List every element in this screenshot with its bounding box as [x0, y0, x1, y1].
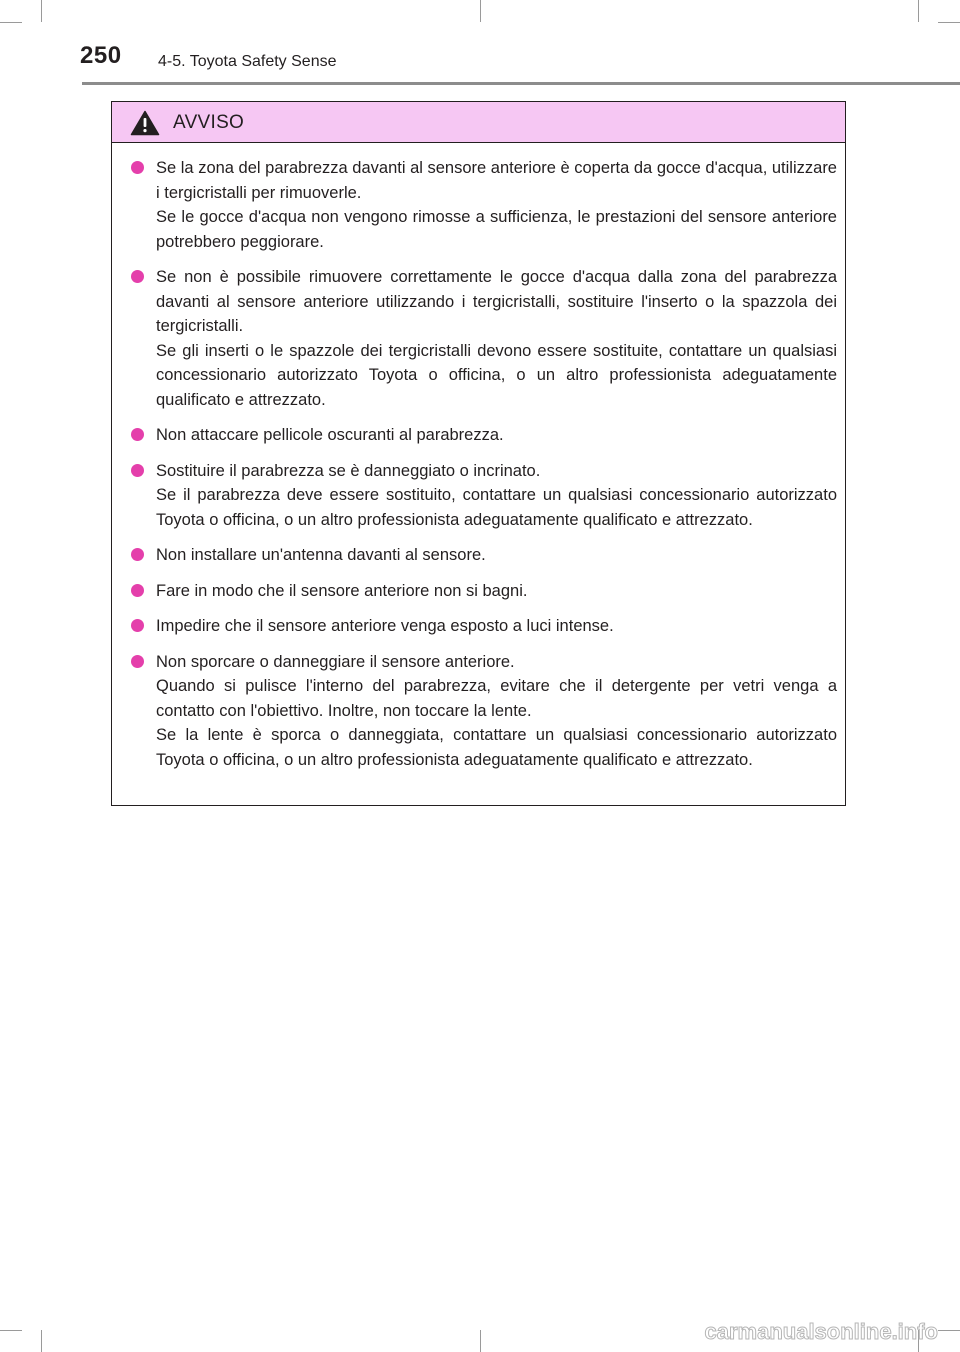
bullet-icon — [131, 428, 144, 441]
warning-text: Se gli inserti o le spazzole dei tergicristalli devono essere sostituite, contattare un qualsiasi concessionario autorizzato Toyota o officina, o un altro professionista adeguatamente qualificato e attrezzato. — [156, 341, 837, 409]
page-header — [0, 0, 960, 90]
warning-item — [131, 459, 837, 533]
warning-text: Se il parabrezza deve essere sostituito, contattare un qualsiasi concessionario autorizzato Toyota o officina, o un altro professionista adeguatamente qualificato e attrezzato. — [156, 486, 837, 529]
warning-item — [131, 543, 837, 568]
warning-triangle-icon — [130, 110, 160, 136]
warning-label: AVVISO — [173, 112, 245, 133]
warning-item — [131, 423, 837, 448]
bullet-icon — [131, 655, 144, 668]
warning-text: Non sporcare o danneggiare il sensore anteriore. — [156, 652, 515, 671]
crop-mark — [41, 1330, 42, 1352]
warning-item — [131, 156, 837, 254]
warning-text: Quando si pulisce l'interno del parabrezza, evitare che il detergente per vetri venga a contatto con l'obiettivo. Inoltre, non toccare la lente. — [156, 677, 837, 720]
section-title: 4-5. Toyota Safety Sense — [158, 53, 337, 70]
warning-text: Se le gocce d'acqua non vengono rimosse a sufficienza, le prestazioni del sensore anteriore potrebbero peggiorare. — [156, 208, 837, 251]
warning-item — [131, 579, 837, 604]
warning-text: Se la lente è sporca o danneggiata, contattare un qualsiasi concessionario autorizzato Toyota o officina, o un altro professionista adeguatamente qualificato e attrezzato. — [156, 726, 837, 769]
warning-item — [131, 614, 837, 639]
warning-text: Impedire che il sensore anteriore venga esposto a luci intense. — [156, 617, 614, 635]
warning-text: Non installare un'antenna davanti al sensore. — [156, 546, 486, 564]
bullet-icon — [131, 584, 144, 597]
bullet-icon — [131, 464, 144, 477]
page-number: 250 — [80, 42, 122, 69]
warning-item — [131, 650, 837, 773]
crop-mark — [0, 1330, 22, 1331]
watermark-text: carmanualsonline.info — [704, 1319, 938, 1344]
bullet-icon — [131, 270, 144, 283]
warning-item — [131, 265, 837, 412]
warning-box — [111, 101, 846, 806]
watermark — [702, 1318, 942, 1344]
bullet-icon — [131, 548, 144, 561]
warning-header — [112, 102, 845, 143]
warning-list — [112, 143, 845, 772]
warning-text: Se la zona del parabrezza davanti al sensore anteriore è coperta da gocce d'acqua, utilizzare i tergicristalli per rimuoverle. — [156, 159, 837, 202]
warning-text: Sostituire il parabrezza se è danneggiato o incrinato. — [156, 461, 541, 480]
warning-text: Non attaccare pellicole oscuranti al parabrezza. — [156, 426, 504, 444]
bullet-icon — [131, 161, 144, 174]
crop-mark — [480, 1330, 481, 1352]
warning-text: Se non è possibile rimuovere correttamente le gocce d'acqua dalla zona del parabrezza davanti al sensore anteriore utilizzando i tergicristalli, sostituire l'inserto o la spazzola dei tergicristalli. — [156, 268, 837, 335]
warning-text: Fare in modo che il sensore anteriore non si bagni. — [156, 581, 528, 600]
header-rule — [82, 82, 960, 85]
bullet-icon — [131, 619, 144, 632]
